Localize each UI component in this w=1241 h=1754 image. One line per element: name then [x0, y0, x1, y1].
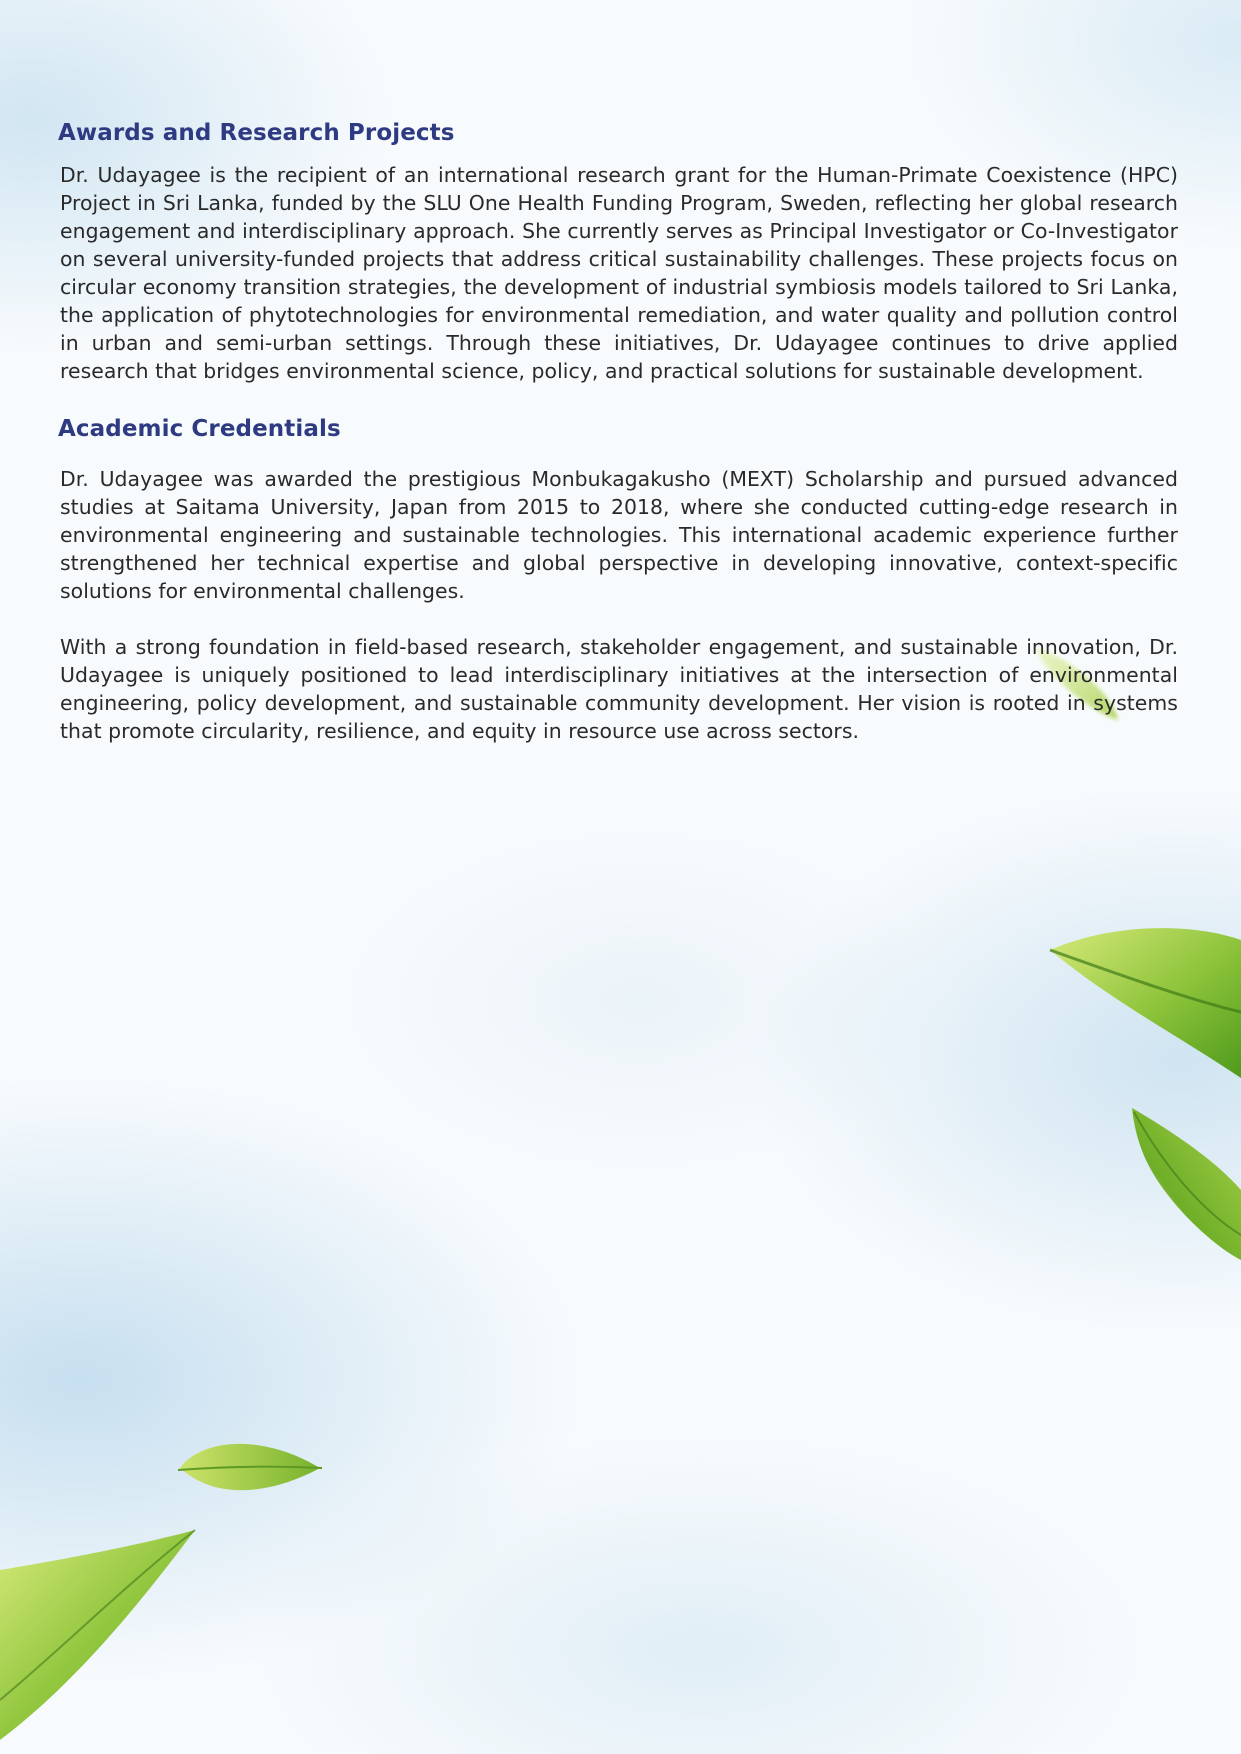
leaf-icon — [0, 1530, 195, 1740]
section-heading-awards: Awards and Research Projects — [58, 120, 455, 146]
paragraph-academic-credentials: Dr. Udayagee was awarded the prestigious Monbukagakusho (MEXT) Scholarship and pursued advanced studies at Saitama University, Japan from 2015 to 2018, where she conducted cutting-edge research in environmental engineering and sustainable technologies. This international academic experience further strengthened her technical expertise and global perspective in developing innovative, context-specific solutions for environmental challenges. — [60, 467, 1178, 603]
paragraph-vision: With a strong foundation in field-based research, stakeholder engagement, and sustainable innovation, Dr. Udayagee is uniquely positioned to lead interdisciplinary initiatives at the intersection of environmental engineering, policy development, and sustainable community development. Her vision is rooted in systems that promote circularity, resilience, and equity in resource use across sectors. — [60, 635, 1178, 743]
leaf-icon — [178, 1444, 322, 1490]
section-heading-academic-credentials: Academic Credentials — [58, 416, 341, 442]
leaf-icon — [1050, 928, 1241, 1078]
paragraph-awards: Dr. Udayagee is the recipient of an international research grant for the Human-Primate Coexistence (HPC) Project in Sri Lanka, funded by the SLU One Health Funding Program, Sweden, reflecting her global research engagement and interdisciplinary approach. She currently serves as Principal Investigator or Co-Investigator on several university-funded projects that address critical sustainability challenges. These projects focus on circular economy transition strategies, the development of industrial symbiosis models tailored to Sri Lanka, the application of phytotechnologies for environmental remediation, and water quality and pollution control in urban and semi-urban settings. Through these initiatives, Dr. Udayagee continues to drive applied research that bridges environmental science, policy, and practical solutions for sustainable development. — [60, 163, 1178, 383]
leaf-icon — [1132, 1108, 1241, 1260]
main-content — [60, 118, 1178, 745]
